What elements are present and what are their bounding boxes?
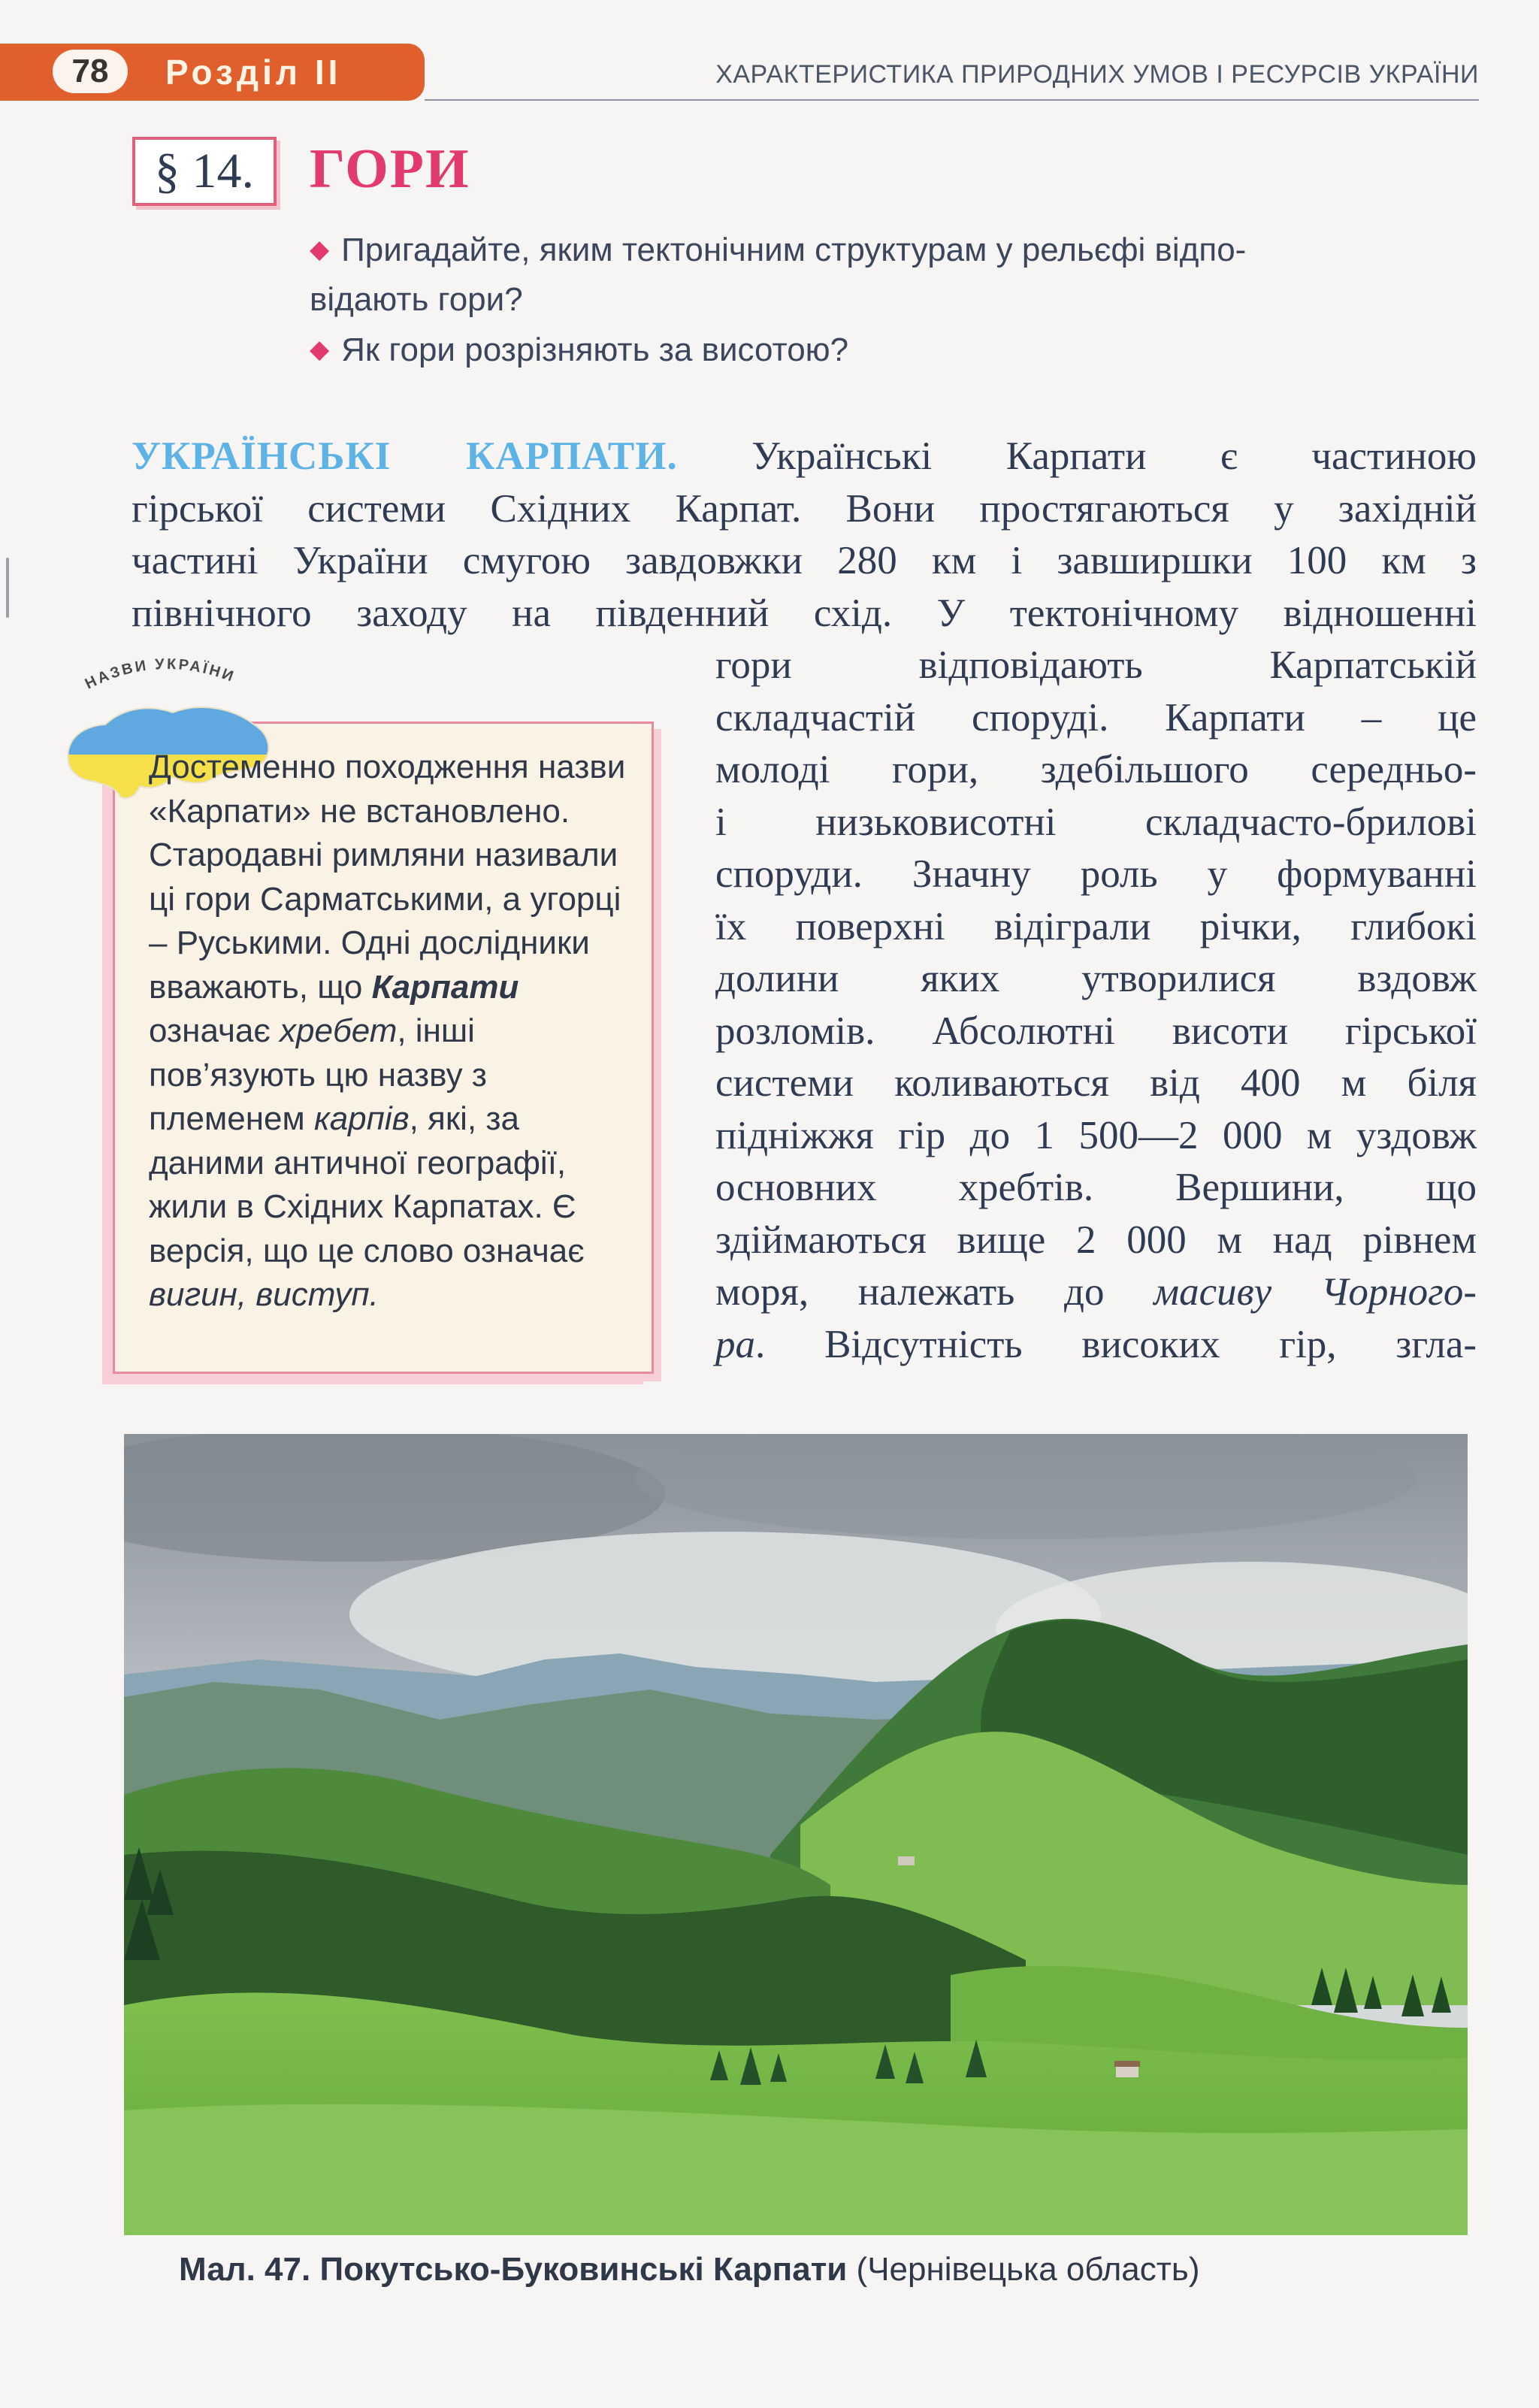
sidebar-text: Достеменно походження назви «Карпати» не встановлено. Стародавні римляни називали ці гори Сарматськими, а угорці – Руськими. Одні дослідники вважають, що Карпати означає хребет, інші пов’язують цю назву з племенем карпів, які, за даними античної географії, жили в Східних Карпатах. Є версія, що це слово означає вигин, виступ. bbox=[149, 749, 626, 1313]
text-line: підніжжя гір до 1 500—2 000 м уздовж bbox=[715, 1113, 1477, 1157]
lead-heading: УКРАЇНСЬКІ КАРПАТИ. bbox=[132, 434, 678, 478]
text-line: їх поверхні відіграли річки, глибокі bbox=[715, 904, 1477, 948]
section-label: Розділ ІІ bbox=[165, 53, 342, 92]
question-item: ◆ Як гори розрізняють за висотою? bbox=[310, 331, 849, 368]
term-khrebet: хребет bbox=[280, 1012, 398, 1049]
paragraph-title: ГОРИ bbox=[310, 138, 470, 200]
term-karpaty: Карпати bbox=[371, 968, 519, 1006]
term-vyhyn: вигин, виступ. bbox=[149, 1276, 379, 1313]
term-karpiv: карпів bbox=[313, 1100, 410, 1137]
text-line: і низьковисотні складчасто-брилові bbox=[715, 800, 1477, 844]
text-line: молоді гори, здебільшого середньо- bbox=[715, 748, 1477, 791]
page-number: 78 bbox=[53, 50, 128, 93]
header-rule bbox=[425, 99, 1479, 101]
massif-term: масиву Чорного- bbox=[1153, 1270, 1477, 1314]
question-item: ◆ Пригадайте, яким тектонічним структурам у рельєфі відпо- bbox=[310, 231, 1247, 268]
text-line: системи коливаються від 400 м біля bbox=[715, 1061, 1477, 1105]
text-line: долини яких утворилися вздовж bbox=[715, 957, 1477, 1000]
main-text-block bbox=[132, 431, 1477, 640]
paragraph-number: § 14. bbox=[132, 137, 277, 206]
text-line: основних хребтів. Вершини, що bbox=[715, 1166, 1477, 1209]
carpathians-photo bbox=[124, 1434, 1468, 2235]
main-text-column bbox=[715, 640, 1477, 1371]
badge-label: НАЗВИ УКРАЇНИ bbox=[82, 655, 238, 693]
question-item-continuation: відають гори? bbox=[310, 281, 523, 318]
figure-caption: Мал. 47. Покутсько-Буковинські Карпати (Чернівецька область) bbox=[179, 2251, 1200, 2288]
text-line: ра. Відсутність високих гір, згла- bbox=[715, 1322, 1477, 1366]
diamond-bullet-icon: ◆ bbox=[310, 235, 330, 264]
diamond-bullet-icon: ◆ bbox=[310, 335, 330, 364]
massif-term-end: ра bbox=[715, 1322, 755, 1366]
running-head: ХАРАКТЕРИСТИКА ПРИРОДНИХ УМОВ І РЕСУРСІВ УКРАЇНИ bbox=[715, 60, 1479, 89]
margin-mark bbox=[6, 558, 9, 618]
text-line: частині України смугою завдовжки 280 км і завширшки 100 км з bbox=[132, 539, 1477, 582]
text-line: гірської системи Східних Карпат. Вони простягаються у західній bbox=[132, 486, 1477, 531]
text-line: споруди. Значну роль у формуванні bbox=[715, 852, 1477, 896]
text-line: північного заходу на південний схід. У тектонічному відношенні bbox=[132, 591, 1477, 635]
text-line: розломів. Абсолютні висоти гірської bbox=[715, 1009, 1477, 1053]
text-line: моря, належать до масиву Чорного- bbox=[715, 1270, 1477, 1314]
review-questions bbox=[310, 225, 1482, 376]
text-line: УКРАЇНСЬКІ КАРПАТИ. Українські Карпати є частиною bbox=[132, 434, 1477, 478]
text-line: гори відповідають Карпатській bbox=[715, 643, 1477, 687]
text-line: складчастій споруді. Карпати – це bbox=[715, 695, 1477, 740]
text-line: здіймаються вище 2 000 м над рівнем bbox=[715, 1218, 1477, 1262]
